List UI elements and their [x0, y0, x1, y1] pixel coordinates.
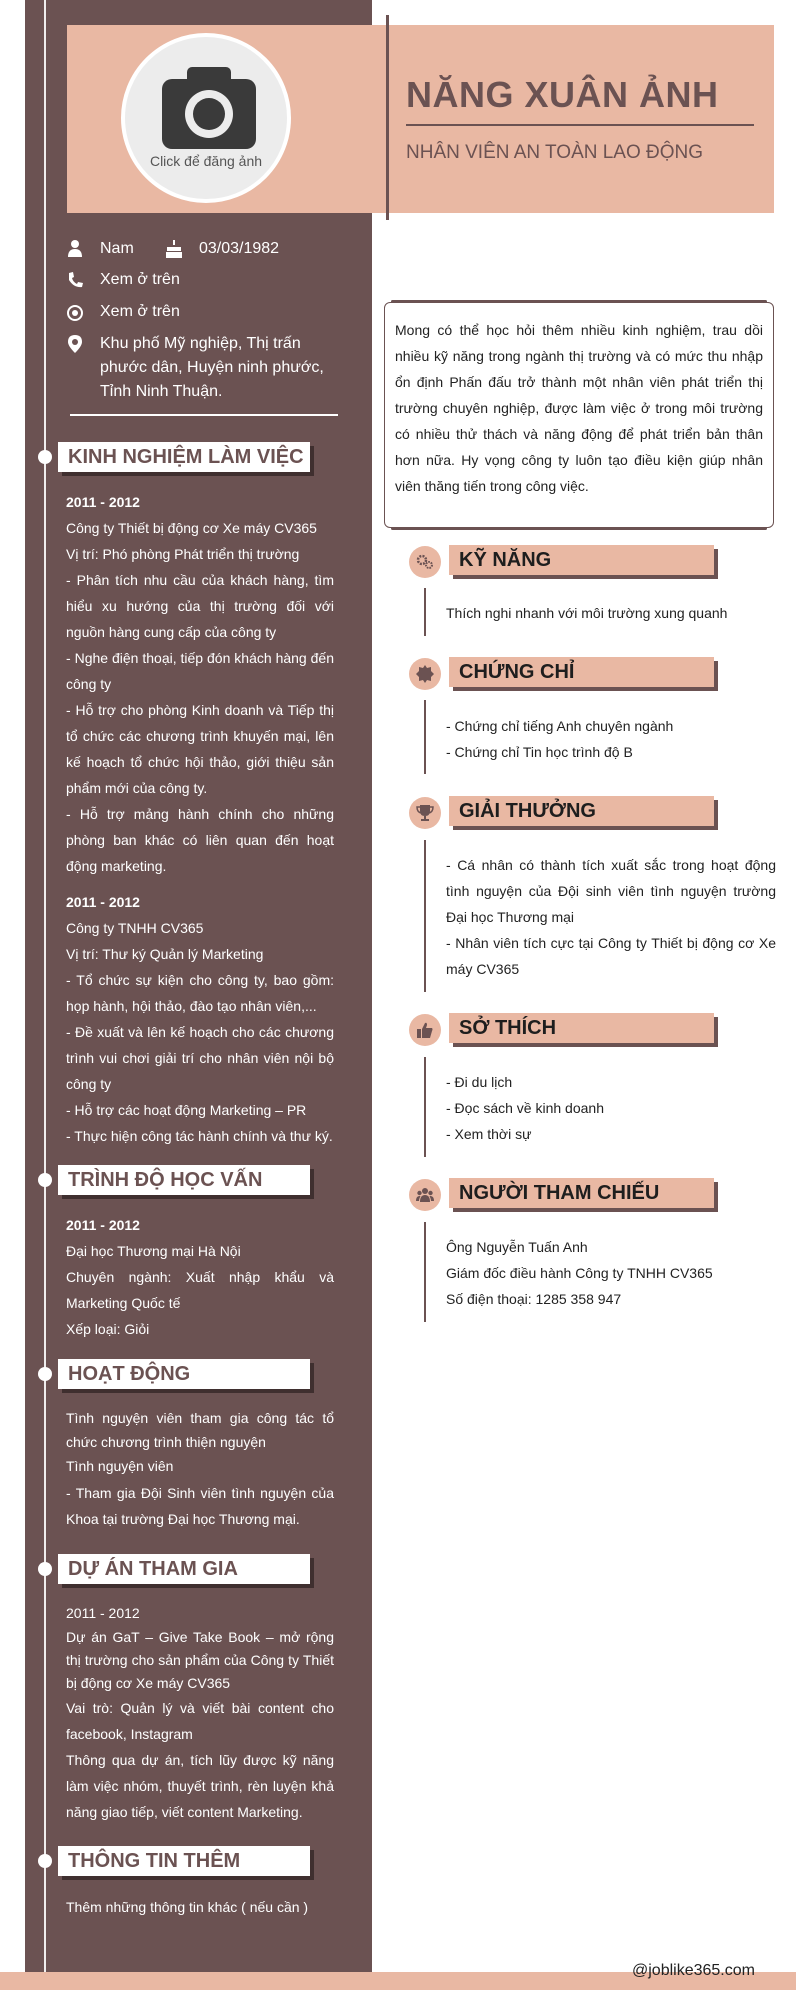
job-duty: - Tổ chức sự kiện cho công ty, bao gồm: họp hành, hội thảo, đào tạo nhân viên,...	[66, 972, 334, 1014]
skills-content	[446, 600, 776, 626]
job-title: NHÂN VIÊN AN TOÀN LAO ĐỘNG	[406, 142, 704, 163]
user-icon	[66, 239, 84, 259]
references-content	[446, 1234, 776, 1312]
projects-content	[66, 1600, 334, 1825]
job-years: 2011 - 2012	[66, 494, 140, 510]
timeline-dot	[38, 1367, 52, 1381]
address-value: Khu phố Mỹ nghiệp, Thị trấn phước dân, Huyện ninh phước, Tỉnh Ninh Thuận.	[100, 335, 324, 400]
sidebar-timeline-line	[44, 0, 46, 1990]
seal-icon	[416, 665, 434, 683]
candidate-name: NĂNG XUÂN ẢNH	[406, 74, 719, 115]
reference-line: Số điện thoại: 1285 358 947	[446, 1291, 622, 1307]
contact-divider	[70, 414, 338, 416]
references-badge	[409, 1179, 441, 1211]
email-value: Xem ở trên	[100, 303, 180, 320]
header-divider	[386, 15, 389, 220]
certificates-content	[446, 713, 776, 765]
awards-content	[446, 852, 776, 982]
job-position: Vị trí: Phó phòng Phát triển thị trường	[66, 546, 300, 562]
reference-line: Ông Nguyễn Tuấn Anh	[446, 1239, 588, 1255]
job-duty: - Hỗ trợ mảng hành chính cho những phòng ban khác có liên quan đến hoạt động marketing.	[66, 806, 334, 874]
hobby-item: - Đọc sách về kinh doanh	[446, 1100, 604, 1116]
certificate-item: - Chứng chỉ Tin học trình độ B	[446, 744, 633, 760]
education-major: Chuyên ngành: Xuất nhập khẩu và Marketing Quốc tế	[66, 1269, 334, 1311]
hobby-item: - Xem thời sự	[446, 1126, 532, 1142]
hobby-item: - Đi du lịch	[446, 1074, 513, 1090]
job-duty: - Hỗ trợ cho phòng Kinh doanh và Tiếp thị tổ chức các chương trình khuyến mại, lên kế hoạch tổ chức hội thảo, giới thiệu sản phẩm mới của công ty.	[66, 702, 334, 796]
experience-content	[66, 489, 334, 1149]
avatar-upload[interactable]	[121, 33, 291, 203]
certificates-badge	[409, 658, 441, 690]
timeline-dot	[38, 1173, 52, 1187]
award-item: - Nhân viên tích cực tại Công ty Thiết bị động cơ Xe máy CV365	[446, 935, 776, 977]
phone-row	[66, 268, 326, 292]
birthday-value: 03/03/1982	[199, 240, 280, 257]
at-icon	[66, 302, 84, 322]
experience-heading: KINH NGHIỆM LÀM VIỆC	[58, 442, 310, 472]
references-line	[424, 1222, 426, 1322]
phone-value: Xem ở trên	[100, 271, 180, 288]
job-duty: - Thực hiện công tác hành chính và thư ký.	[66, 1128, 333, 1144]
education-grade: Xếp loại: Giỏi	[66, 1321, 150, 1337]
skills-line	[424, 588, 426, 636]
awards-line	[424, 840, 426, 992]
references-heading: NGƯỜI THAM CHIẾU	[449, 1178, 714, 1208]
gears-icon	[416, 553, 434, 571]
timeline-dot	[38, 450, 52, 464]
phone-icon	[66, 270, 84, 290]
thumbs-up-icon	[416, 1021, 434, 1039]
job-company: Công ty TNHH CV365	[66, 920, 204, 936]
awards-heading: GIẢI THƯỞNG	[449, 796, 714, 826]
certificates-heading: CHỨNG CHỈ	[449, 657, 714, 687]
activity-line: - Tham gia Đội Sinh viên tình nguyện của Khoa tại trường Đại học Thương mại.	[66, 1485, 334, 1527]
job-duty: - Hỗ trợ các hoạt động Marketing – PR	[66, 1102, 307, 1118]
activity-line: Tình nguyện viên	[66, 1458, 174, 1474]
education-years: 2011 - 2012	[66, 1217, 140, 1233]
certificates-line	[424, 700, 426, 774]
hobbies-heading: SỞ THÍCH	[449, 1013, 714, 1043]
cake-icon	[165, 239, 183, 259]
gender-row	[66, 237, 176, 261]
job-company: Công ty Thiết bị động cơ Xe máy CV365	[66, 520, 317, 536]
project-years: 2011 - 2012	[66, 1605, 140, 1621]
gender-value: Nam	[100, 240, 134, 257]
extra-heading: THÔNG TIN THÊM	[58, 1846, 310, 1876]
education-heading: TRÌNH ĐỘ HỌC VẤN	[58, 1165, 310, 1195]
extra-content	[66, 1894, 334, 1920]
activities-content	[66, 1406, 334, 1532]
job-position: Vị trí: Thư ký Quản lý Marketing	[66, 946, 264, 962]
education-school: Đại học Thương mại Hà Nội	[66, 1243, 241, 1259]
name-underline	[406, 124, 754, 126]
education-content	[66, 1212, 334, 1342]
avatar-label: Click để đăng ảnh	[149, 153, 263, 169]
awards-badge	[409, 797, 441, 829]
job-duty: - Nghe điện thoại, tiếp đón khách hàng đến công ty	[66, 650, 334, 692]
projects-heading: DỰ ÁN THAM GIA	[58, 1554, 310, 1584]
birthday-row	[165, 237, 325, 261]
camera-icon	[159, 63, 259, 153]
skills-heading: KỸ NĂNG	[449, 545, 714, 575]
email-row	[66, 300, 326, 324]
hobbies-line	[424, 1057, 426, 1157]
hobbies-badge	[409, 1014, 441, 1046]
skill-item: Thích nghi nhanh với môi trường xung quanh	[446, 605, 728, 621]
job-duty: - Đề xuất và lên kế hoạch cho các chương trình vui chơi giải trí cho nhân viên nội bộ công ty	[66, 1024, 334, 1092]
location-pin-icon	[66, 334, 84, 354]
timeline-dot	[38, 1562, 52, 1576]
timeline-dot	[38, 1854, 52, 1868]
project-line: Thông qua dự án, tích lũy được kỹ năng làm việc nhóm, thuyết trình, rèn luyện khả năng giao tiếp, viết content Marketing.	[66, 1752, 334, 1820]
project-line: Dự án GaT – Give Take Book – mở rộng thị trường cho sản phẩm của Công ty Thiết bị động cơ Xe máy CV365	[66, 1629, 334, 1691]
project-line: Vai trò: Quản lý và viết bài content cho facebook, Instagram	[66, 1700, 334, 1742]
extra-text: Thêm những thông tin khác ( nếu cần )	[66, 1899, 309, 1915]
career-objective: Mong có thể học hỏi thêm nhiều kinh nghiệm, trau dồi nhiều kỹ năng trong ngành thị trường và có mức thu nhập ổn định Phấn đấu trở thành một nhân viên phát triển thị trường chuyên nghiệp, được làm việc ở trong môi trường có nhiều thử thách và năng động để phát triển bản thân hơn nữa. Hy vọng công ty luôn tạo điều kiện giúp nhân viên thăng tiến trong công việc.	[384, 302, 774, 528]
trophy-icon	[416, 804, 434, 822]
people-icon	[416, 1186, 434, 1204]
certificate-item: - Chứng chỉ tiếng Anh chuyên ngành	[446, 718, 674, 734]
skills-badge	[409, 546, 441, 578]
activity-line: Tình nguyện viên tham gia công tác tổ chức chương trình thiện nguyện	[66, 1410, 334, 1450]
address-row	[66, 332, 336, 404]
brand-watermark: @joblike365.com	[632, 1962, 755, 1979]
reference-line: Giám đốc điều hành Công ty TNHH CV365	[446, 1265, 713, 1281]
activities-heading: HOẠT ĐỘNG	[58, 1359, 310, 1389]
job-years: 2011 - 2012	[66, 894, 140, 910]
job-duty: - Phân tích nhu cầu của khách hàng, tìm hiểu xu hướng của thị trường đối với nguồn hàng cung cấp của công ty	[66, 572, 334, 640]
hobbies-content	[446, 1069, 776, 1147]
award-item: - Cá nhân có thành tích xuất sắc trong hoạt động tình nguyện của Đội sinh viên tình nguyện trường Đại học Thương mại	[446, 857, 776, 925]
